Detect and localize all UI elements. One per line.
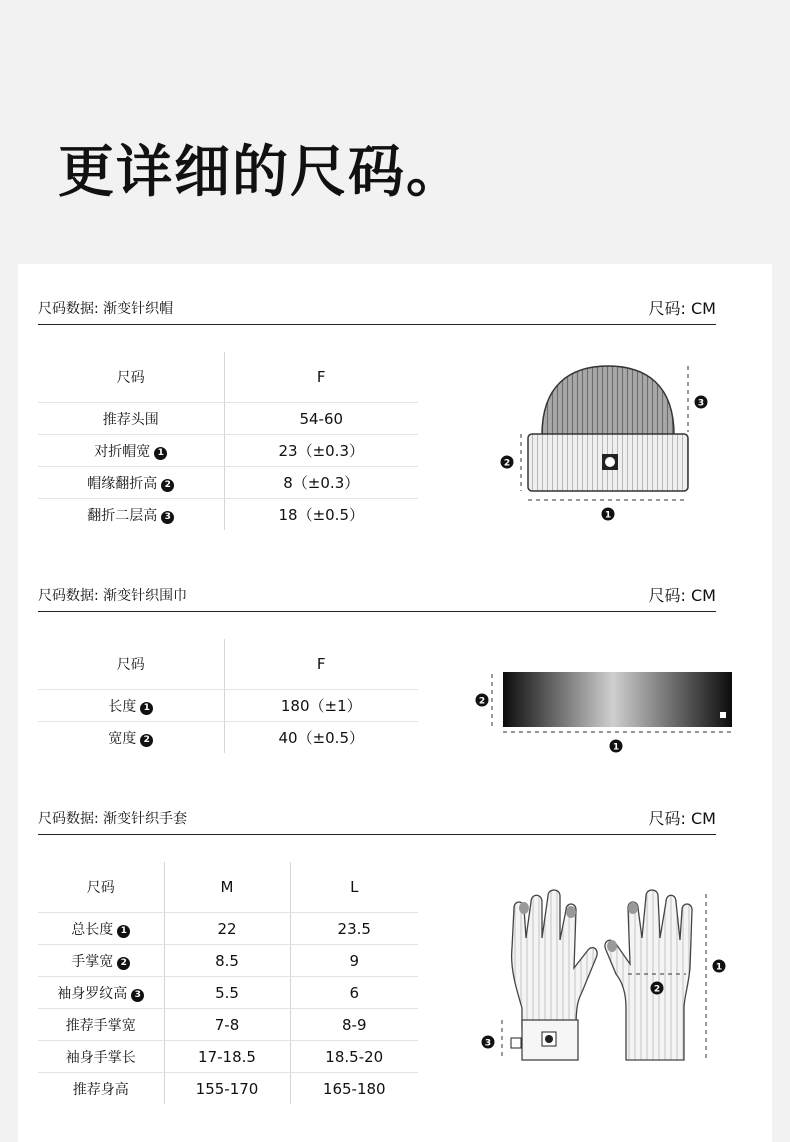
table-row: [38, 467, 418, 499]
row-value: 23（±0.3）: [224, 435, 418, 467]
marker-badge-2: [501, 456, 514, 469]
table-row: [38, 1041, 418, 1073]
hat-section-title: 尺码数据: 渐变针织帽: [38, 301, 174, 317]
hat-size-table: [38, 352, 418, 530]
table-header-row: [38, 352, 418, 403]
table-header-row: [38, 639, 418, 690]
table-row: [38, 1073, 418, 1105]
marker-badge: 3: [161, 511, 174, 524]
gloves-section-header: [38, 806, 716, 835]
size-column-header: F: [224, 352, 418, 403]
gloves-section-title: 尺码数据: 渐变针织手套: [38, 811, 188, 827]
touch-fingertip-icon: [607, 940, 617, 952]
svg-text:2: 2: [478, 696, 486, 707]
row-value: 7-8: [164, 1009, 290, 1041]
row-label: 对折帽宽 1: [38, 435, 224, 467]
row-value: 8（±0.3）: [224, 467, 418, 499]
row-value: 18.5-20: [290, 1041, 418, 1073]
row-value: 6: [290, 977, 418, 1009]
scarf-diagram: [468, 664, 738, 760]
row-label: 翻折二层高 3: [38, 499, 224, 531]
left-glove: [512, 890, 598, 1060]
marker-badge: 3: [131, 989, 144, 1002]
table-header-row: [38, 862, 418, 913]
row-value: 18（±0.5）: [278, 506, 364, 524]
row-value: 40（±0.5）: [278, 729, 364, 747]
scarf-section-header: [38, 583, 716, 612]
marker-badge-1: [602, 508, 615, 521]
marker-badge: 1: [154, 447, 167, 460]
size-column-header: F: [224, 639, 418, 690]
svg-text:1: 1: [715, 962, 723, 973]
row-label: 手掌宽 2: [38, 945, 164, 977]
table-row: [38, 913, 418, 945]
svg-text:3: 3: [697, 398, 705, 409]
scarf-unit-label: 尺码: CM: [648, 586, 716, 605]
row-label: 推荐身高: [38, 1073, 164, 1105]
row-value: 5.5: [164, 977, 290, 1009]
row-value: 8.5: [164, 945, 290, 977]
touch-fingertip-icon: [566, 906, 576, 918]
row-value: 17-18.5: [164, 1041, 290, 1073]
scarf-size-table: [38, 639, 418, 753]
logo-icon: [545, 1035, 553, 1043]
logo-icon: [605, 457, 615, 467]
hat-unit-label: 尺码: CM: [648, 299, 716, 318]
table-row: [38, 722, 418, 754]
size-column-header: L: [290, 862, 418, 913]
row-label: 推荐头围: [38, 403, 224, 435]
svg-text:2: 2: [503, 458, 511, 469]
size-header: 尺码: [38, 862, 164, 913]
row-value: 22: [164, 913, 290, 945]
size-header: 尺码: [38, 352, 224, 403]
marker-badge: 2: [117, 957, 130, 970]
svg-text:1: 1: [604, 510, 612, 521]
marker-badge-3: [482, 1036, 495, 1049]
marker-badge: 2: [161, 479, 174, 492]
row-label: 长度 1: [38, 690, 224, 722]
marker-badge-1: [713, 960, 726, 973]
marker-badge: 1: [140, 702, 153, 715]
gloves-diagram: [476, 888, 736, 1068]
marker-badge-3: [695, 396, 708, 409]
touch-fingertip-icon: [519, 902, 529, 914]
row-value: 180（±1）: [224, 690, 418, 722]
beanie-crown: [542, 366, 674, 435]
gloves-unit-label: 尺码: CM: [648, 809, 716, 828]
row-label: 袖身手掌长: [38, 1041, 164, 1073]
row-label: 帽缘翻折高 2: [38, 467, 224, 499]
table-row: [38, 690, 418, 722]
row-value: 165-180: [322, 1079, 386, 1098]
scarf-tag-icon: [720, 712, 726, 718]
hat-section-header: [38, 296, 716, 325]
table-row: [38, 499, 418, 531]
marker-badge-2: [651, 982, 664, 995]
row-value: 54-60: [224, 403, 418, 435]
table-row: [38, 435, 418, 467]
table-row: [38, 403, 418, 435]
row-value: 23.5: [290, 913, 418, 945]
marker-badge: 1: [117, 925, 130, 938]
beanie-diagram: [490, 360, 720, 530]
row-label: 袖身罗纹高 3: [38, 977, 164, 1009]
marker-badge-1: [610, 740, 623, 753]
scarf-body: [503, 672, 732, 727]
row-label: 总长度 1: [38, 913, 164, 945]
touch-fingertip-icon: [628, 902, 638, 914]
size-header: 尺码: [38, 639, 224, 690]
glove-tag-icon: [511, 1038, 521, 1048]
right-glove: [605, 890, 692, 1060]
table-row: [38, 1009, 418, 1041]
size-column-header: M: [164, 862, 290, 913]
marker-badge-2: [476, 694, 489, 707]
row-value: 8-9: [290, 1009, 418, 1041]
table-row: [38, 945, 418, 977]
gloves-size-table: [38, 862, 418, 1104]
row-label: 推荐手掌宽: [38, 1009, 164, 1041]
row-value: 155-170: [164, 1073, 290, 1105]
marker-badge: 2: [140, 734, 153, 747]
svg-text:1: 1: [612, 742, 620, 753]
row-label: 宽度 2: [38, 722, 224, 754]
table-row: [38, 977, 418, 1009]
scarf-section-title: 尺码数据: 渐变针织围巾: [38, 588, 188, 604]
row-value: 9: [290, 945, 418, 977]
svg-text:3: 3: [484, 1038, 492, 1049]
svg-text:2: 2: [653, 984, 661, 995]
page-headline: 更详细的尺码。: [58, 140, 464, 205]
